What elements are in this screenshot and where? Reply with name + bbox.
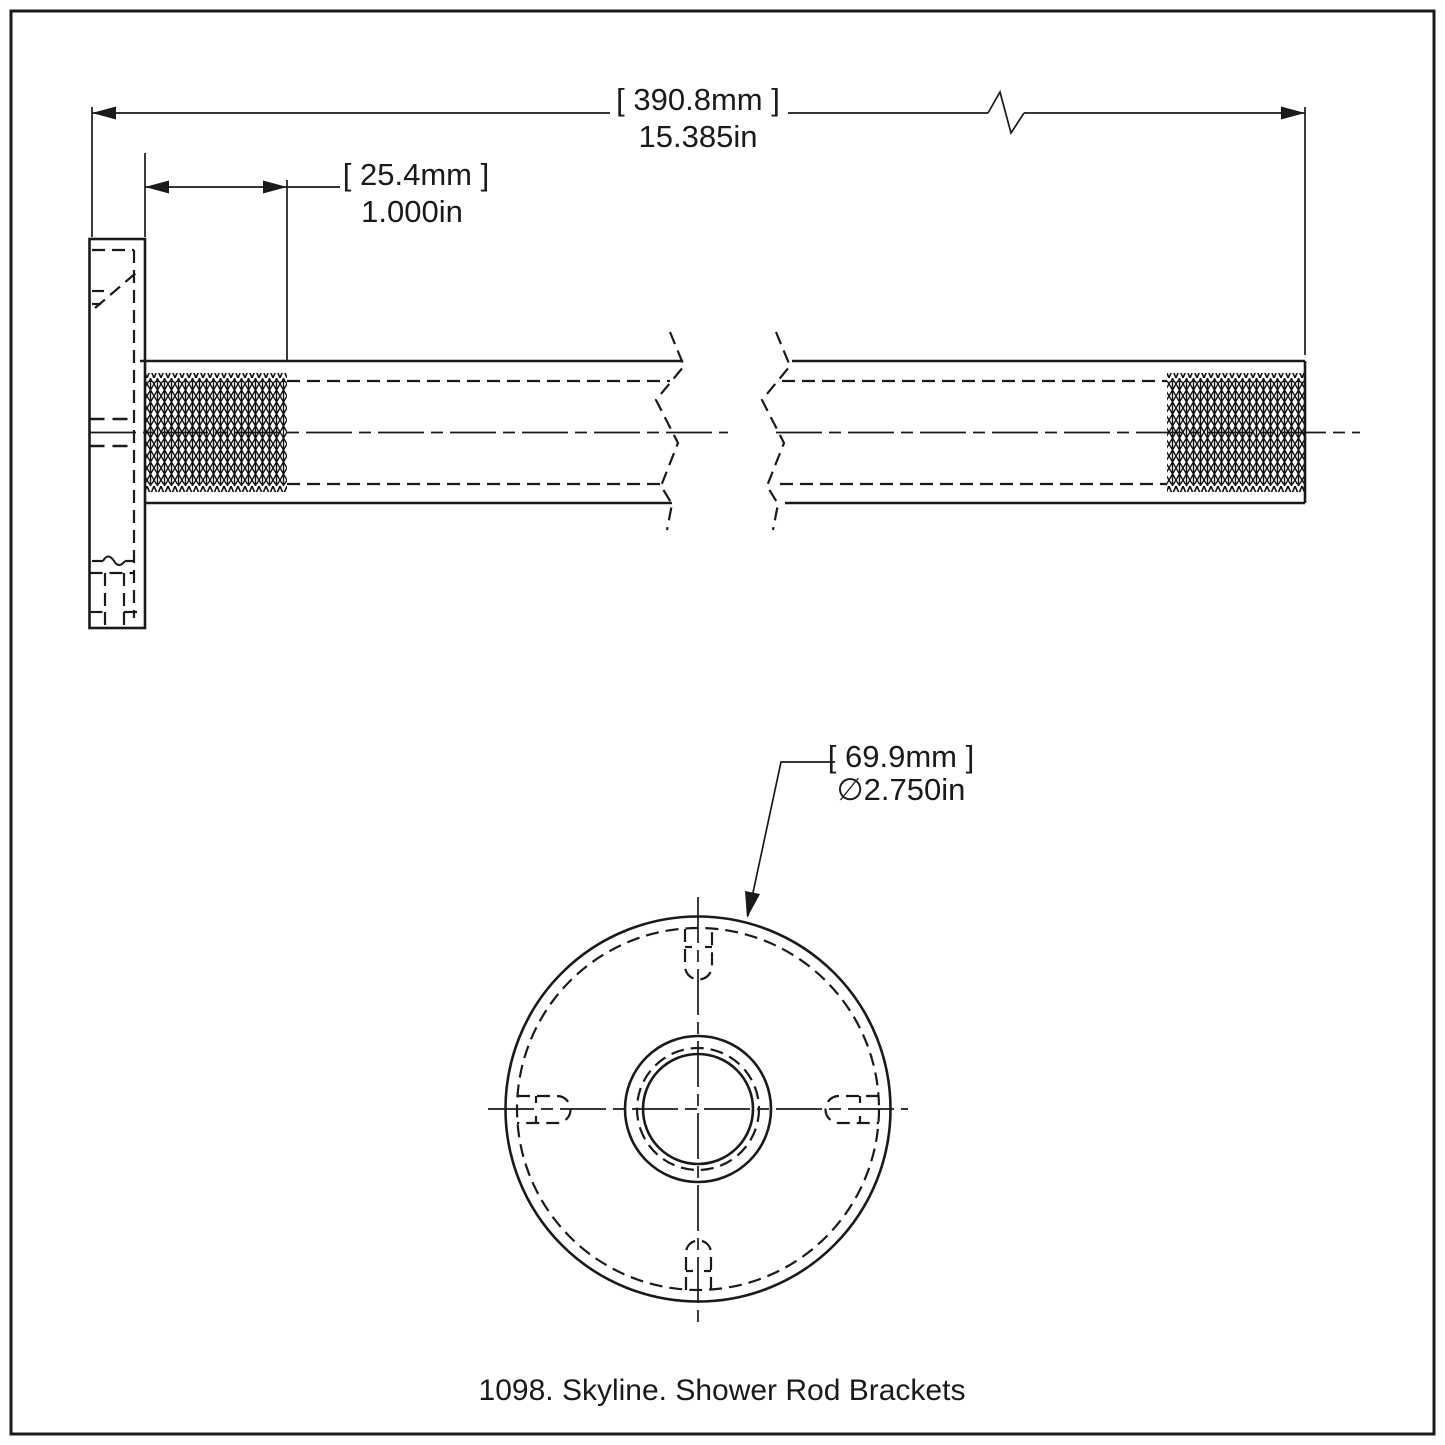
arrowhead-left-icon [92,107,116,120]
page-border [11,11,1434,1434]
thread-length-imperial: 1.000in [361,194,463,229]
flange-diameter-metric: [ 69.9mm ] [827,739,975,774]
flange-bottom-slot-wave [103,557,125,566]
dimension-thread-length [145,153,489,360]
front-view [488,739,974,1322]
arrowhead-right-icon [263,181,287,194]
arrowhead-left-icon [145,181,169,194]
dimension-overall-length [92,82,1305,355]
dimension-break-symbol [988,92,1024,133]
flange-side-view [90,239,146,628]
thread-length-metric: [ 25.4mm ] [342,157,490,192]
flange-diameter-imperial: ∅2.750in [836,772,966,807]
side-view [90,82,1361,628]
dimension-flange-diameter [745,739,974,918]
rod-side-view [90,332,1360,530]
arrowhead-right-icon [1281,107,1305,120]
leader-arrowhead-icon [745,891,760,918]
flange-outline [90,239,146,628]
knurl-band-right [1167,373,1305,492]
leader-line [748,762,835,916]
drawing-caption: 1098. Skyline. Shower Rod Brackets [478,1374,966,1407]
thread-band-left [145,373,287,492]
overall-length-imperial: 15.385in [638,119,758,154]
break-line-right [762,332,790,530]
overall-length-metric: [ 390.8mm ] [616,82,780,117]
